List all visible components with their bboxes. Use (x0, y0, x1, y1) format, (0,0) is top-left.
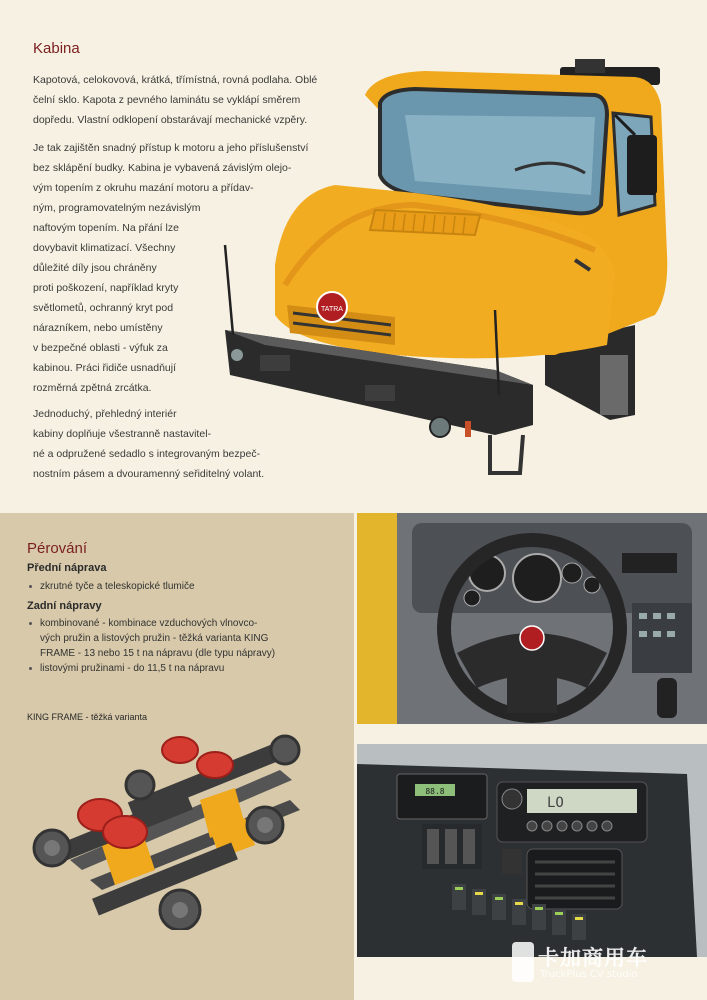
text-line: důležité díly jsou chráněny (33, 262, 157, 274)
truck-cab-illustration (215, 55, 685, 485)
king-frame-caption: KING FRAME - těžká varianta (27, 712, 148, 722)
watermark-subtext: TruckPlus CV studio (540, 969, 638, 980)
text-line: naftovým topením. Na přání lze (33, 222, 179, 234)
list-item-continuation: vých pružin a listových pružin - těžká varianta KING (40, 633, 269, 644)
text-line: čelní sklo. Kapota z pevného laminátu se vyklápí směrem (33, 94, 301, 106)
text-line: Jednoduchý, přehledný interiér (33, 408, 177, 420)
suspension-title: Pérování (27, 540, 88, 557)
text-line: kabinou. Práci řidiče usnadňují (33, 362, 177, 374)
text-line: Je tak zajištěn snadný přístup k motoru a jeho příslušenství (33, 142, 309, 154)
text-line: rozměrná zpětná zrcátka. (33, 382, 152, 394)
steering-wheel-image (357, 513, 707, 724)
text-line: Kapotová, celokovová, krátká, třímístná, rovná podlaha. Oblé (33, 74, 318, 86)
interior-steering-photo (357, 513, 707, 724)
text-line: proti poškození, například kryty (33, 282, 179, 294)
text-line: ným, programovatelným nezávislým (33, 202, 201, 214)
list-item: zkrutné tyče a teleskopické tlumiče (29, 579, 195, 594)
king-frame-axle-illustration (30, 730, 320, 930)
front-axle-list (29, 579, 195, 594)
radio-display-text: 88.8 (425, 787, 445, 796)
text-line: bez sklápění budky. Kabina je vybavená závislým olejo- (33, 162, 292, 174)
text-line: dovybavit klimatizací. Všechny (33, 242, 176, 254)
watermark-text: 卡加商用车 (538, 946, 648, 970)
text-line: né a odpružené sedadlo s integrovaným bezpeč- (33, 448, 261, 460)
cabin-title: Kabina (33, 40, 80, 57)
climate-lcd-text: LO (547, 795, 564, 811)
list-item-continuation: FRAME - 13 nebo 15 t na nápravu (dle typu nápravy) (40, 648, 276, 659)
text-line: nostním pásem a dvouramenný seřiditelný volant. (33, 468, 265, 480)
rear-axle-heading: Zadní nápravy (27, 600, 102, 612)
console-image (357, 744, 707, 957)
badge-text: TATRA (321, 306, 343, 313)
rear-axle-list (29, 616, 275, 676)
text-line: vým topením z okruhu mazání motoru a přídav- (33, 182, 254, 194)
text-line: nárazníkem, nebo umístěny (33, 322, 163, 334)
front-axle-heading: Přední náprava (27, 562, 107, 574)
text-line: dopředu. Vlastní odklopení obstarávají mechanické vzpěry. (33, 114, 308, 126)
text-line: světlometů, ochranný kryt pod (33, 302, 174, 314)
list-item: listovými pružinami - do 11,5 t na nápravu (29, 661, 275, 676)
text-line: v bezpečné oblasti - výfuk za (33, 342, 168, 354)
watermark-logo-icon (512, 942, 534, 982)
interior-console-photo (357, 744, 707, 957)
list-item: kombinované - kombinace vzduchových vlnovco- (29, 616, 275, 631)
text-line: kabiny doplňuje všestranně nastavitel- (33, 428, 212, 440)
